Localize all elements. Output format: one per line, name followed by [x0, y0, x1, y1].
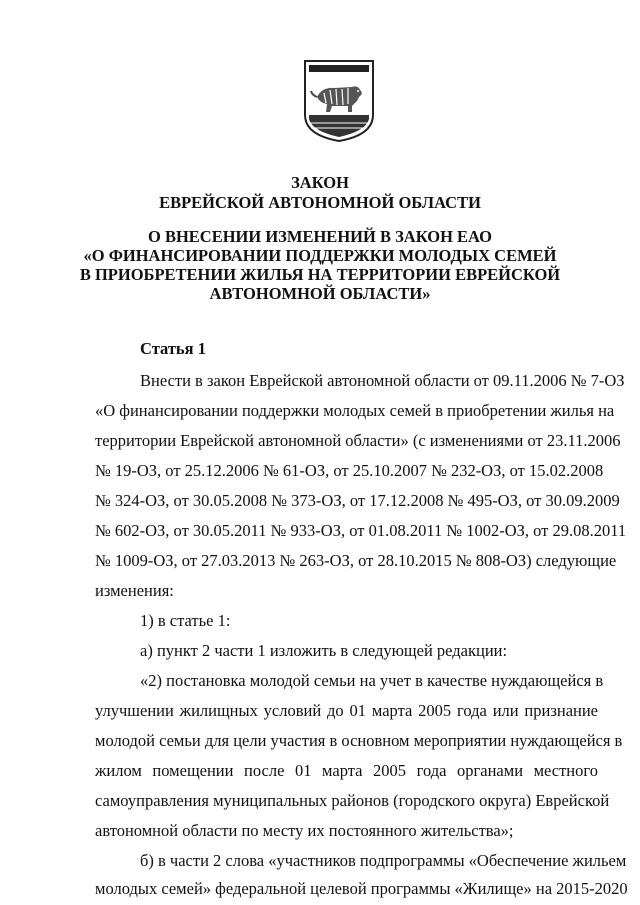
list-item: 1) в статье 1:: [140, 611, 231, 630]
quote-line: жилом помещении после 01 марта 2005 года органами местного: [95, 761, 598, 780]
list-item: б) в части 2 слова «участников подпрограммы «Обеспечение жильем: [140, 851, 627, 870]
quote-line: автономной области по месту их постоянного жительства»;: [95, 821, 514, 840]
list-item: а) пункт 2 части 1 изложить в следующей редакции:: [140, 641, 508, 660]
paragraph-line: № 324-ОЗ, от 30.05.2008 № 373-ОЗ, от 17.12.2008 № 495-ОЗ, от 30.09.2009: [95, 491, 620, 510]
paragraph-line: № 602-ОЗ, от 30.05.2011 № 933-ОЗ, от 01.08.2011 № 1002-ОЗ, от 29.08.2011: [95, 521, 627, 540]
quote-line: «2) постановка молодой семьи на учет в качестве нуждающейся в: [140, 671, 604, 690]
tiger-coat-of-arms-icon: [302, 57, 376, 143]
subject-line: В ПРИОБРЕТЕНИИ ЖИЛЬЯ НА ТЕРРИТОРИИ ЕВРЕЙСКОЙ: [79, 265, 561, 284]
paragraph-line: № 1009-ОЗ, от 27.03.2013 № 263-ОЗ, от 28.10.2015 № 808-ОЗ) следующие: [95, 551, 617, 570]
quote-line: молодой семьи для цели участия в основном мероприятии нуждающейся в: [95, 731, 623, 750]
paragraph-line: изменения:: [95, 581, 174, 600]
article-heading: Статья 1: [140, 339, 206, 358]
paragraph-line: молодых семей» федеральной целевой программы «Жилище» на 2015-2020: [95, 879, 628, 898]
law-title: ЗАКОН: [291, 173, 349, 192]
quote-line: улучшении жилищных условий до 01 марта 2005 года или признание: [95, 701, 598, 720]
paragraph-line: территории Еврейской автономной области» (с изменениями от 23.11.2006: [95, 431, 621, 450]
subject-line: «О ФИНАНСИРОВАНИИ ПОДДЕРЖКИ МОЛОДЫХ СЕМЕЙ: [83, 246, 557, 265]
paragraph-line: № 19-ОЗ, от 25.12.2006 № 61-ОЗ, от 25.10.2007 № 232-ОЗ, от 15.02.2008: [95, 461, 604, 480]
paragraph-line: Внести в закон Еврейской автономной области от 09.11.2006 № 7-ОЗ: [140, 371, 625, 390]
law-region: ЕВРЕЙСКОЙ АВТОНОМНОЙ ОБЛАСТИ: [159, 193, 481, 212]
paragraph-line: «О финансировании поддержки молодых семей в приобретении жилья на: [95, 401, 615, 420]
quote-line: самоуправления муниципальных районов (городского округа) Еврейской: [95, 791, 610, 810]
subject-line: АВТОНОМНОЙ ОБЛАСТИ»: [209, 284, 431, 303]
subject-line: О ВНЕСЕНИИ ИЗМЕНЕНИЙ В ЗАКОН ЕАО: [148, 227, 492, 246]
